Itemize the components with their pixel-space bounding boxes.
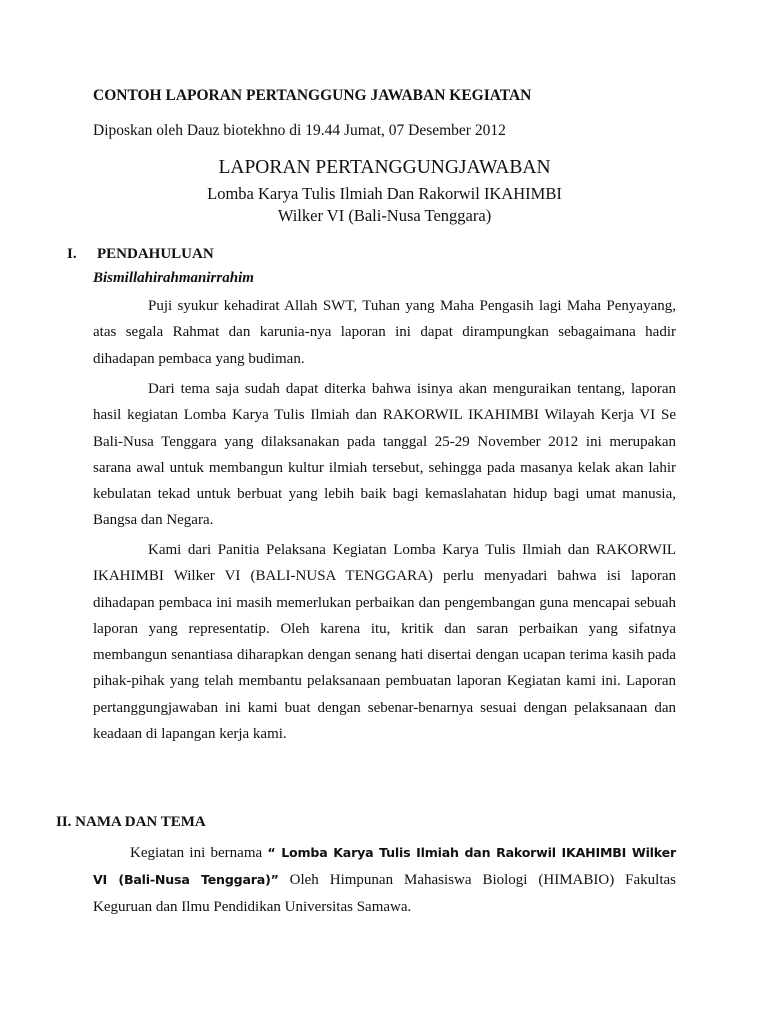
section1-number: I. <box>67 246 77 262</box>
section2-intro: Kegiatan ini bernama <box>130 845 268 861</box>
report-subtitle-line1: Lomba Karya Tulis Ilmiah Dan Rakorwil IKAHIMBI <box>207 184 562 203</box>
section1-opening: Bismillahirahmanirrahim <box>93 270 254 286</box>
section1-heading: PENDAHULUAN <box>97 246 214 262</box>
posted-by-line: Diposkan oleh Dauz biotekhno di 19.44 Jumat, 07 Desember 2012 <box>93 122 506 139</box>
section1-paragraph-2: Dari tema saja sudah dapat diterka bahwa isinya akan menguraikan tentang, laporan hasil kegiatan Lomba Karya Tulis Ilmiah dan RAKORWIL IKAHIMBI Wilayah Kerja VI Se Bali-Nusa Tenggara yang dilaksanakan pada tanggal 25-29 November 2012 ini merupakan sarana awal untuk membangun kultur ilmiah tersebut, sehingga pada masanya kelak akan lahir kebulatan tekad untuk berbuat yang lebih baik bagi kemaslahatan hidup bagi umat manusia, Bangsa dan Negara. <box>93 381 676 529</box>
report-title: LAPORAN PERTANGGUNGJAWABAN <box>218 157 551 178</box>
document-title: CONTOH LAPORAN PERTANGGUNG JAWABAN KEGIATAN <box>93 87 532 104</box>
section2-rest: Oleh Himpunan Mahasiswa Biologi (HIMABIO) Fakultas Keguruan dan Ilmu Pendidikan Universitas Samawa. <box>93 871 676 915</box>
section1-paragraph-3: Kami dari Panitia Pelaksana Kegiatan Lomba Karya Tulis Ilmiah dan RAKORWIL IKAHIMBI Wilker VI (BALI-NUSA TENGGARA) perlu menyadari bahwa isi laporan dihadapan pembaca ini masih memerlukan perbaikan dan pengembangan guna mencapai sebuah laporan yang representatip. Oleh karena itu, kritik dan saran perbaikan yang sifatnya membangun senantiasa diharapkan dengan senang hati disertai dengan ucapan terima kasih pada pihak-pihak yang telah membantu pelaksanaan pembuatan laporan Kegiatan kami ini. Laporan pertanggungjawaban ini kami buat dengan sebenar-benarnya sesuai dengan pelaksanaan dan keadaan di lapangan kerja kami. <box>93 542 676 743</box>
section2-paragraph <box>93 840 676 920</box>
section2-heading: II. NAMA DAN TEMA <box>56 814 206 830</box>
section1-paragraph-1: Puji syukur kehadirat Allah SWT, Tuhan yang Maha Pengasih lagi Maha Penyayang, atas segala Rahmat dan karunia-nya laporan ini dapat dirampungkan sebagaimana hadir dihadapan pembaca yang budiman. <box>93 298 676 367</box>
report-subtitle-line2: Wilker VI (Bali-Nusa Tenggara) <box>277 206 492 225</box>
section2-event-name: “ Lomba Karya Tulis Ilmiah dan Rakorwil IKAHIMBI Wilker VI (Bali-Nusa Tenggara)” <box>93 845 676 887</box>
